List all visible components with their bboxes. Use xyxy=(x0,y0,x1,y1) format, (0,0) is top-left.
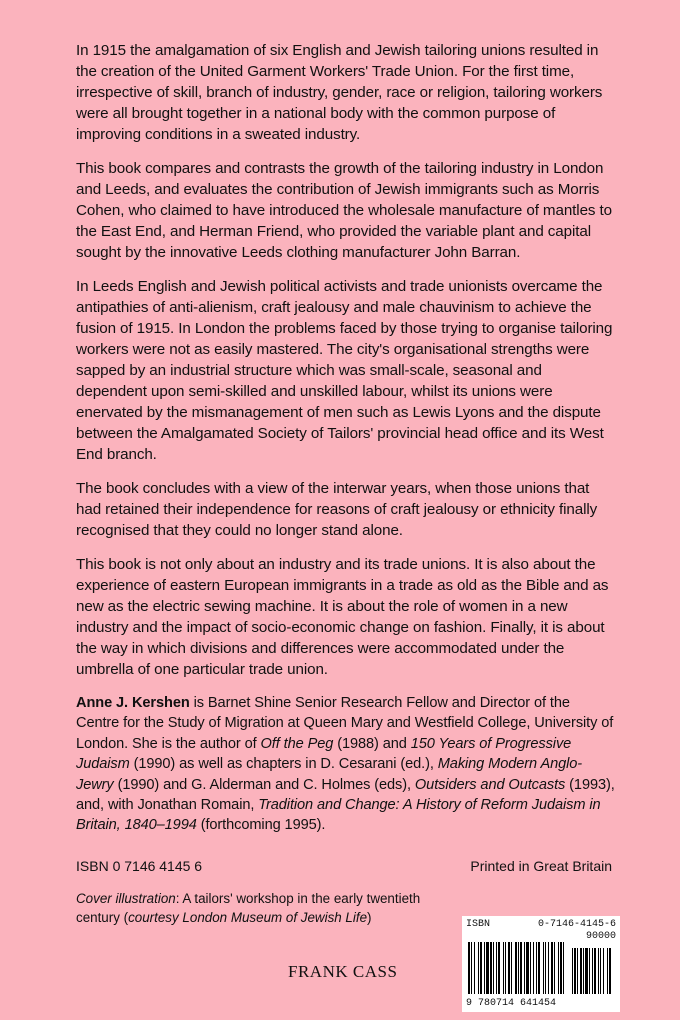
barcode-addon-bar xyxy=(607,948,608,994)
barcode-isbn xyxy=(466,919,616,931)
cover-text: : A tailors' workshop in the early twentieth century ( xyxy=(76,891,421,925)
cover-close: ) xyxy=(367,910,372,925)
isbn-row xyxy=(76,858,612,874)
barcode-addon-bar xyxy=(589,948,590,994)
barcode-addon-bar xyxy=(592,948,593,994)
barcode-bar xyxy=(554,942,555,994)
barcode-bar xyxy=(496,942,497,994)
barcode-bar xyxy=(486,942,489,994)
barcode-bar xyxy=(498,942,500,994)
barcode-addon-bar xyxy=(603,948,604,994)
barcode-bar xyxy=(558,942,559,994)
cover-illustration-credit xyxy=(76,889,456,927)
bio-text-2: (1988) and xyxy=(333,735,411,752)
barcode-bar xyxy=(563,942,564,994)
barcode-bar xyxy=(548,942,549,994)
barcode-bar xyxy=(508,942,510,994)
barcode-bar xyxy=(545,942,546,994)
barcode-addon-bar xyxy=(598,948,599,994)
barcode-addon-bar xyxy=(600,948,601,994)
barcode-isbn-value: 0-7146-4145-6 xyxy=(537,919,616,930)
barcode-bar xyxy=(503,942,504,994)
barcode-bar xyxy=(515,942,517,994)
bio-text-6: (forthcoming 1995). xyxy=(196,817,326,834)
bio-text-4: (1990) and G. Alderman and C. Holmes (eds), xyxy=(113,776,415,793)
barcode-bar xyxy=(471,942,472,994)
publisher-name: FRANK CASS xyxy=(288,962,398,981)
bio-text-3: (1990) as well as chapters in D. Cesarani (ed.), xyxy=(129,756,438,773)
barcode-bar xyxy=(520,942,522,994)
barcode-box xyxy=(462,916,620,1012)
barcode-isbn-label: ISBN xyxy=(466,919,491,930)
barcode-addon-bar xyxy=(585,948,588,994)
barcode-bar xyxy=(538,942,540,994)
barcode-bar xyxy=(526,942,529,994)
author-bio xyxy=(76,693,616,836)
book-title-3: Making Modern Anglo-Jewry xyxy=(76,756,583,793)
barcode-bars xyxy=(468,942,614,994)
book-title-4: Outsiders and Outcasts xyxy=(414,776,566,793)
author-name: Anne J. Kershen xyxy=(76,695,190,711)
barcode-bar xyxy=(493,942,494,994)
barcode-bar xyxy=(468,942,470,994)
printed-in: Printed in Great Britain xyxy=(470,858,612,874)
book-title-2: 150 Years of Progressive Judaism xyxy=(76,735,572,773)
barcode-digits: 9 780714 641454 xyxy=(466,998,557,1009)
blurb-paragraph-3: In Leeds English and Jewish political activists and trade unionists overcame the antipathies of anti-alienism, craft jealousy and male chauvinism to achieve the fusion of 1915. In London the problems faced by those trying to organise tailoring workers were not as easily mastered. The city's organisational strengths were sapped by an industrial structure which was small-scale, seasonal and dependent upon semi-skilled and unskilled labour, whilst its unions were enervated by the mismanagement of men such as Lewis Lyons and the dispute between the Amalgamated Society of Tailors' provincial head office and its West End branch. xyxy=(76,278,613,463)
barcode-bar xyxy=(474,942,475,994)
barcode-bar xyxy=(490,942,492,994)
barcode-bar xyxy=(530,942,531,994)
book-title-1: Off the Peg xyxy=(260,735,334,752)
cover-courtesy: courtesy London Museum of Jewish Life xyxy=(128,910,368,925)
barcode-addon-bar xyxy=(574,948,576,994)
barcode-bar xyxy=(505,942,506,994)
bio-text-1: is Barnet Shine Senior Research Fellow and Director of the Centre for the Study of Migration at Queen Mary and Westfield College, University of London. She is the author of xyxy=(76,695,614,752)
cover-label: Cover illustration xyxy=(76,891,176,906)
barcode-addon-bar xyxy=(594,948,596,994)
barcode-bar xyxy=(484,942,485,994)
barcode-bar xyxy=(524,942,525,994)
bio-text-5: (1993), and, with Jonathan Romain, xyxy=(76,776,615,814)
barcode-bar xyxy=(536,942,537,994)
barcode-bar xyxy=(511,942,512,994)
blurb-paragraph-4: The book concludes with a view of the interwar years, when those unions that had retained their independence for reasons of craft jealousy or ethnicity finally recognised that they could no longer stand alone. xyxy=(76,480,598,539)
barcode-addon-bar xyxy=(580,948,582,994)
back-cover-text xyxy=(76,40,616,849)
book-title-5: Tradition and Change: A History of Reform Judaism in Britain, 1840–1994 xyxy=(76,797,601,834)
barcode-addon-bar xyxy=(577,948,578,994)
blurb-paragraph-5: This book is not only about an industry and its trade unions. It is also about the experience of eastern European immigrants in a trade as old as the Bible and as new as the electric sewing machine. It is about the role of women in a new industry and the impact of socio-economic change on fashion. Finally, it is about the way in which divisions and differences were accommodated under the umbrella of one particular trade union. xyxy=(76,556,609,678)
barcode-addon-bar xyxy=(609,948,611,994)
barcode-addon-bar xyxy=(572,948,573,994)
barcode-bar xyxy=(480,942,482,994)
barcode-bar xyxy=(551,942,553,994)
isbn-text: ISBN 0 7146 4145 6 xyxy=(76,858,203,874)
barcode-bar xyxy=(518,942,519,994)
barcode-bar xyxy=(543,942,544,994)
barcode-bar xyxy=(478,942,479,994)
barcode-addon-bar xyxy=(583,948,584,994)
blurb-paragraph-2: This book compares and contrasts the growth of the tailoring industry in London and Leeds, and evaluates the contribution of Jewish immigrants such as Morris Cohen, who claimed to have introduced the wholesale manufacture of mantles to the East End, and Herman Friend, who provided the variable plant and capital sought by the innovative Leeds clothing manufacturer John Barran. xyxy=(76,160,612,261)
barcode-bar xyxy=(533,942,534,994)
barcode-addon: 90000 xyxy=(585,931,616,942)
barcode-bar xyxy=(560,942,562,994)
blurb-paragraph-1: In 1915 the amalgamation of six English and Jewish tailoring unions resulted in the creation of the United Garment Workers' Trade Union. For the first time, irrespective of skill, branch of industry, gender, race or religion, tailoring workers were all brought together in a national body with the common purpose of improving conditions in a sweated industry. xyxy=(76,42,603,143)
